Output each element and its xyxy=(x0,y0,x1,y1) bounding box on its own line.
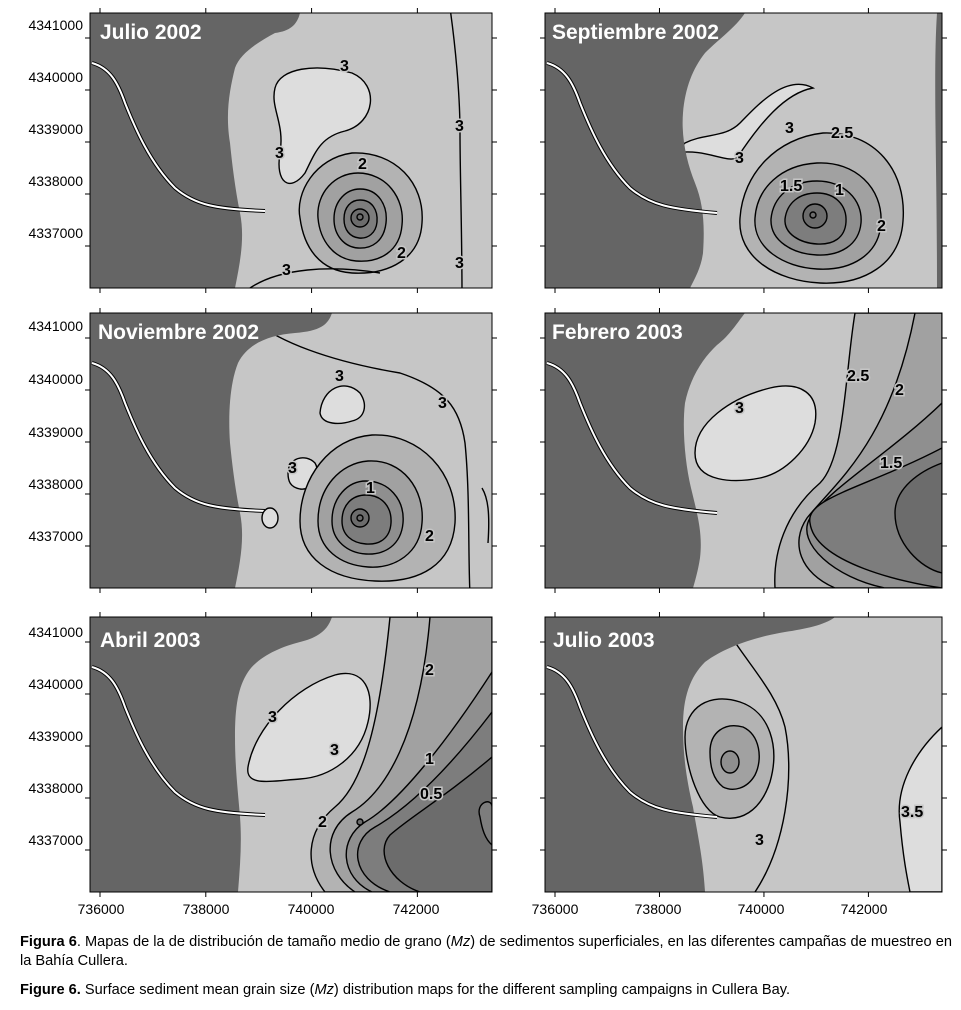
contour-label: 3 xyxy=(735,150,744,167)
panel-title: Septiembre 2002 xyxy=(552,21,719,44)
panel-title: Julio 2003 xyxy=(553,629,655,652)
y-tick-label: 4338000 xyxy=(28,476,83,492)
zone-1-5 xyxy=(721,751,739,773)
caption-text: ) de sedimentos superficiales, en las diferentes campañas de muestreo en la Bahía Cullera. xyxy=(20,934,953,969)
x-axis-right xyxy=(532,901,888,915)
y-tick-label: 4340000 xyxy=(28,676,83,692)
contour-label: 3 xyxy=(438,395,447,412)
caption-text: . Mapas de la de distribución de tamaño medio de grano ( xyxy=(76,934,451,950)
contour-label: 3 xyxy=(455,118,464,135)
contour-label: 2.5 xyxy=(847,368,870,385)
contour-label: 1 xyxy=(366,480,375,497)
contour-label: 1.5 xyxy=(780,178,803,195)
contour-label: 3 xyxy=(268,709,277,726)
contour-label: 2 xyxy=(877,218,886,235)
contour-label: 2 xyxy=(425,662,434,679)
contour-label: 3 xyxy=(735,400,744,417)
x-tick-label: 738000 xyxy=(634,901,682,915)
caption-label: Figure 6. xyxy=(20,982,81,998)
y-axis-middle-left xyxy=(28,318,83,544)
y-axis-top-left xyxy=(28,17,83,241)
x-tick-label: 736000 xyxy=(77,901,125,915)
x-tick-label: 740000 xyxy=(737,901,785,915)
contour-label: 3.5 xyxy=(901,804,924,821)
y-tick-label: 4340000 xyxy=(28,69,83,85)
map-panel-febrero-2003 xyxy=(545,313,942,588)
map-panel-septiembre-2002 xyxy=(545,13,942,288)
contour-label: 1 xyxy=(835,182,844,199)
x-axis-left xyxy=(78,901,440,915)
contour-label: 2 xyxy=(318,814,327,831)
y-tick-label: 4337000 xyxy=(28,832,83,848)
panel-title: Noviembre 2002 xyxy=(98,321,260,344)
y-tick-label: 4340000 xyxy=(28,371,83,387)
island xyxy=(262,508,278,528)
panel-title: Julio 2002 xyxy=(100,21,202,44)
y-tick-label: 4337000 xyxy=(28,528,83,544)
map-panel-noviembre-2002 xyxy=(90,308,492,595)
contour-label: 3 xyxy=(282,262,291,279)
y-tick-label: 4339000 xyxy=(28,424,83,440)
y-tick-label: 4341000 xyxy=(28,624,83,640)
map-panel-julio-2003 xyxy=(545,617,942,892)
map-panel-julio-2002 xyxy=(90,8,492,295)
contour-label: 3 xyxy=(288,460,297,477)
zone-center xyxy=(357,819,363,825)
x-tick-label: 742000 xyxy=(392,901,440,915)
contour-label: 3 xyxy=(335,368,344,385)
contour-label: 3 xyxy=(755,832,764,849)
x-tick-label: 742000 xyxy=(840,901,888,915)
zone-center xyxy=(357,515,363,521)
x-tick-label: 740000 xyxy=(287,901,335,915)
map-panel-abril-2003 xyxy=(90,617,492,892)
caption-variable: Mz xyxy=(314,982,334,998)
contour-label: 3 xyxy=(330,742,339,759)
y-tick-label: 4337000 xyxy=(28,225,83,241)
y-tick-label: 4341000 xyxy=(28,17,83,33)
contour-label: 2 xyxy=(397,245,406,262)
caption-label: Figura 6 xyxy=(20,934,77,950)
panel-title: Febrero 2003 xyxy=(552,321,683,344)
zone-center xyxy=(357,214,363,220)
y-tick-label: 4339000 xyxy=(28,728,83,744)
y-tick-label: 4338000 xyxy=(28,780,83,796)
y-axis-bottom-left xyxy=(28,624,83,848)
caption-text: ) distribution maps for the different sampling campaigns in Cullera Bay. xyxy=(333,982,791,998)
y-tick-label: 4341000 xyxy=(28,318,83,334)
contour-label: 2 xyxy=(895,382,904,399)
caption-spanish xyxy=(20,933,952,971)
contour-label: 3 xyxy=(340,58,349,75)
panel-title: Abril 2003 xyxy=(100,629,201,652)
y-tick-label: 4339000 xyxy=(28,121,83,137)
zone-center xyxy=(810,212,816,218)
contour-label: 3 xyxy=(455,255,464,272)
contour-label: 1.5 xyxy=(880,455,903,472)
caption-english xyxy=(20,981,952,1000)
contour-label: 3 xyxy=(275,145,284,162)
x-tick-label: 736000 xyxy=(531,901,579,915)
caption-text: Surface sediment mean grain size ( xyxy=(80,982,315,998)
contour-label: 0.5 xyxy=(420,786,443,803)
contour-label: 2 xyxy=(425,528,434,545)
caption-variable: Mz xyxy=(450,934,471,950)
contour-label: 2 xyxy=(358,156,367,173)
x-tick-label: 738000 xyxy=(182,901,230,915)
contour-label: 3 xyxy=(785,120,794,137)
y-tick-label: 4338000 xyxy=(28,173,83,189)
contour-label: 1 xyxy=(425,751,434,768)
contour-label: 2.5 xyxy=(831,125,854,142)
